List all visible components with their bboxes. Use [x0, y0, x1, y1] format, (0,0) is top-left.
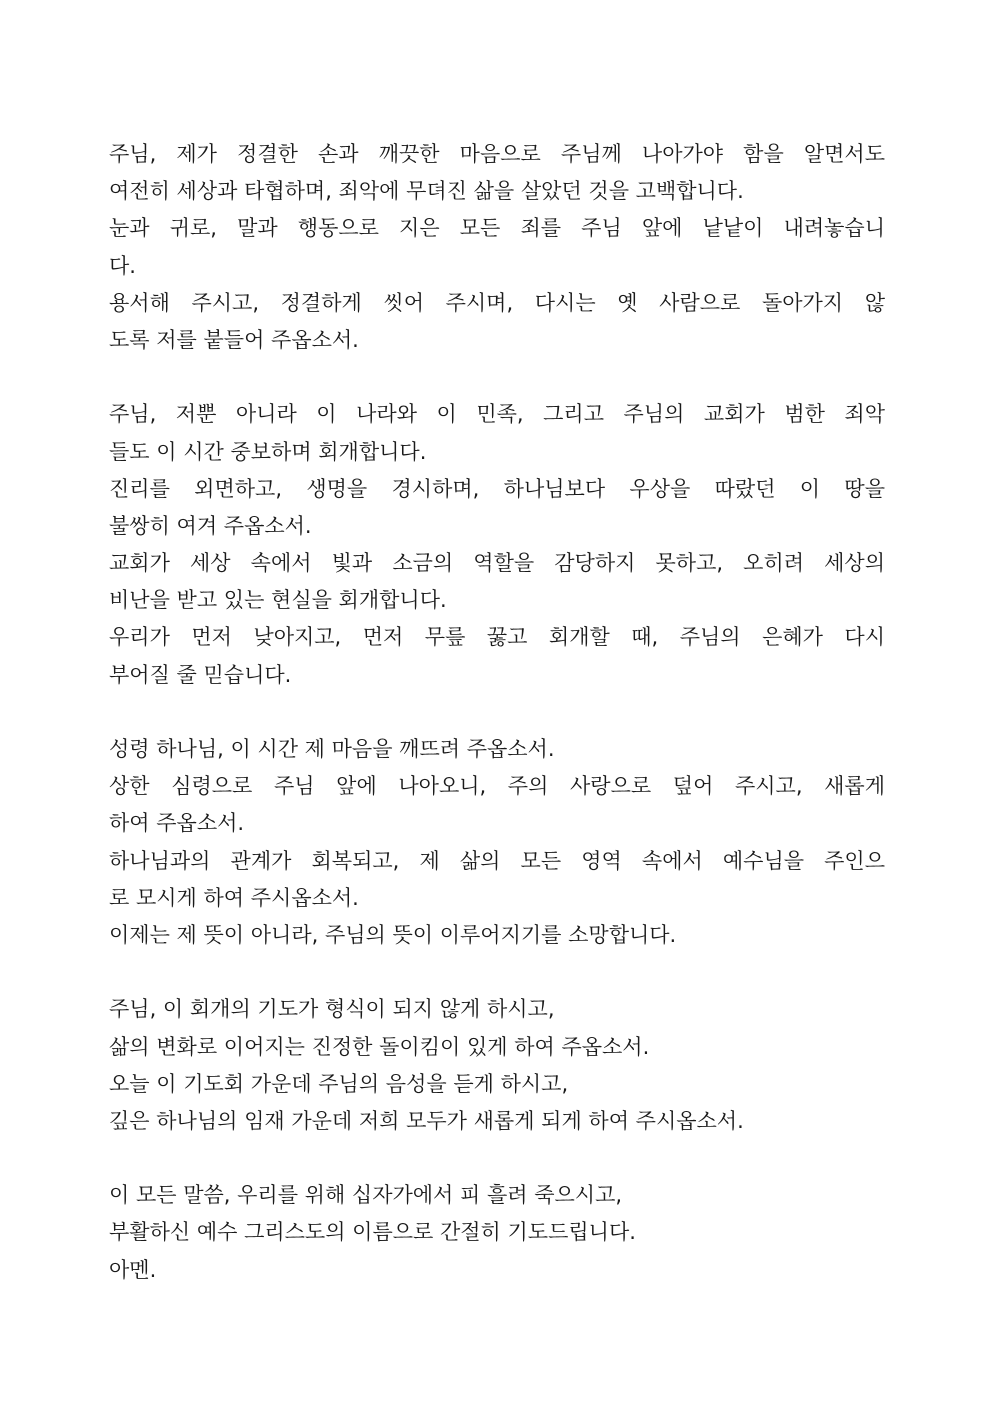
text-line: 성령 하나님, 이 시간 제 마음을 깨뜨려 주옵소서. — [109, 737, 555, 761]
text-line: 다. — [109, 253, 136, 278]
text-line: 아멘. — [109, 1257, 157, 1282]
text-line: 하여 주옵소서. — [109, 811, 245, 836]
text-line: 여전히 세상과 타협하며, 죄악에 무뎌진 삶을 살았던 것을 고백합니다. — [109, 179, 744, 204]
paragraph-gap — [109, 1140, 885, 1177]
text-line: 교회가 세상 속에서 빛과 소금의 역할을 감당하지 못하고, 오히려 세상의 — [109, 551, 885, 576]
paragraph-gap — [109, 359, 885, 396]
text-line: 용서해 주시고, 정결하게 씻어 주시며, 다시는 옛 사람으로 돌아가지 않 — [109, 290, 885, 315]
paragraph-gap — [109, 694, 885, 731]
paragraph-2 — [109, 396, 885, 694]
text-line: 오늘 이 기도회 가운데 주님의 음성을 듣게 하시고, — [109, 1071, 569, 1096]
text-line: 로 모시게 하여 주시옵소서. — [109, 885, 359, 910]
text-line: 우리가 먼저 낮아지고, 먼저 무릎 꿇고 회개할 때, 주님의 은혜가 다시 — [109, 625, 885, 650]
text-line: 하나님과의 관계가 회복되고, 제 삶의 모든 영역 속에서 예수님을 주인으 — [109, 848, 885, 873]
paragraph-4 — [109, 991, 885, 1140]
prayer-text — [109, 136, 885, 1289]
paragraph-1 — [109, 136, 885, 359]
text-line: 주님, 저뿐 아니라 이 나라와 이 민족, 그리고 주님의 교회가 범한 죄악 — [109, 402, 885, 427]
text-line: 진리를 외면하고, 생명을 경시하며, 하나님보다 우상을 따랐던 이 땅을 — [109, 476, 885, 501]
text-line: 들도 이 시간 중보하며 회개합니다. — [109, 439, 427, 464]
text-line: 눈과 귀로, 말과 행동으로 지은 모든 죄를 주님 앞에 낱낱이 내려놓습니 — [109, 216, 885, 241]
text-line: 불쌍히 여겨 주옵소서. — [109, 513, 312, 538]
text-line: 상한 심령으로 주님 앞에 나아오니, 주의 사랑으로 덮어 주시고, 새롭게 — [109, 774, 885, 799]
text-line: 주님, 제가 정결한 손과 깨끗한 마음으로 주님께 나아가야 함을 알면서도 — [109, 142, 885, 166]
text-line: 주님, 이 회개의 기도가 형식이 되지 않게 하시고, — [109, 997, 555, 1022]
text-line: 비난을 받고 있는 현실을 회개합니다. — [109, 588, 447, 613]
paragraph-5 — [109, 1177, 885, 1289]
paragraph-3 — [109, 731, 885, 954]
text-line: 삶의 변화로 이어지는 진정한 돌이킴이 있게 하여 주옵소서. — [109, 1034, 650, 1059]
text-line: 부어질 줄 믿습니다. — [109, 662, 292, 687]
text-line: 이 모든 말씀, 우리를 위해 십자가에서 피 흘려 죽으시고, — [109, 1183, 623, 1208]
text-line: 부활하신 예수 그리스도의 이름으로 간절히 기도드립니다. — [109, 1220, 636, 1245]
text-line: 깊은 하나님의 임재 가운데 저희 모두가 새롭게 되게 하여 주시옵소서. — [109, 1108, 744, 1133]
paragraph-gap — [109, 954, 885, 991]
text-line: 이제는 제 뜻이 아니라, 주님의 뜻이 이루어지기를 소망합니다. — [109, 922, 677, 947]
text-line: 도록 저를 붙들어 주옵소서. — [109, 327, 359, 352]
